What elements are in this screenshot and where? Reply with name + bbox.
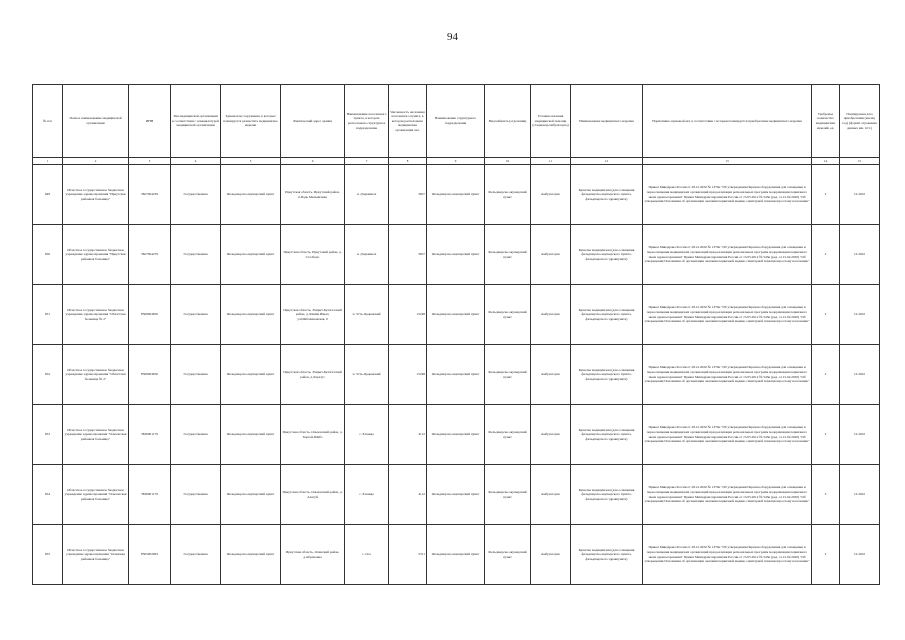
settlement-cell: п. Дзержинск — [345, 165, 389, 225]
building-cell: Фельдшерско-акушерский пункт — [221, 465, 281, 525]
conditions-cell: Амбулаторно — [531, 165, 571, 225]
table-row — [33, 405, 880, 465]
header-cell: Наименование структурного подразделения — [427, 85, 485, 158]
device-cell: Кушетка медицинская (для оснащения фельдшерско-акушерского пункта, фельдшерского здравпункта) — [571, 465, 643, 525]
purchase-date-cell: 12.2022 — [840, 525, 880, 585]
device-cell: Кушетка медицинская (для оснащения фельдшерско-акушерского пункта, фельдшерского здравпункта) — [571, 225, 643, 285]
population-cell: 4112 — [389, 405, 427, 465]
header-cell: Вид кабинета (отделения) — [485, 85, 531, 158]
row-number: 651 — [33, 285, 63, 345]
column-number: 2 — [63, 158, 129, 165]
address-cell: Иркутская область, Иркутский район, д. Столбово — [281, 225, 345, 285]
quantity-cell: 3 — [812, 465, 840, 525]
building-cell: Фельдшерско-акушерский пункт — [221, 285, 281, 345]
settlement-cell: п. Усть-Ордынский — [345, 345, 389, 405]
table-row — [33, 225, 880, 285]
device-cell: Кушетка медицинская (для оснащения фельдшерско-акушерского пункта, фельдшерского здравпункта) — [571, 525, 643, 585]
quantity-cell: 2 — [812, 285, 840, 345]
population-cell: 3657 — [389, 225, 427, 285]
quantity-cell: 2 — [812, 525, 840, 585]
org-name-cell: Областное государственное бюджетное учреждение здравоохранения "Осинская районная больница" — [63, 525, 129, 585]
settlement-cell: п. Усть-Ордынский — [345, 285, 389, 345]
equipment-table — [32, 84, 880, 585]
purchase-date-cell: 12.2022 — [840, 285, 880, 345]
settlement-cell: с. Оса — [345, 525, 389, 585]
legal-act-cell: Приказ Минздрава России от 28.12.2020 № 1379н "Об утверждении Перечня оборудования для оснащения и переоснащения медицинских организаций при реализации региональных программ модернизации первичного звена здравоохранения" Приказ Минздравсоцразвития России от 15.05.2012 № 543н (ред. от 21.02.2020) "Об утверждении Положения об организации оказания первичной медико-санитарной помощи взрослому населению" — [643, 165, 812, 225]
subdivision-cell: Фельдшерско-акушерский пункт — [427, 405, 485, 465]
row-number: 649 — [33, 165, 63, 225]
address-cell: Иркутская область, Осинский район, д.Абрамовка — [281, 525, 345, 585]
column-number: 9 — [427, 158, 485, 165]
population-cell: 5311 — [389, 525, 427, 585]
conditions-cell: Амбулаторно — [531, 525, 571, 585]
column-number: 1 — [33, 158, 63, 165]
purchase-date-cell: 12.2022 — [840, 465, 880, 525]
purchase-date-cell: 12.2022 — [840, 405, 880, 465]
conditions-cell: Амбулаторно — [531, 225, 571, 285]
device-cell: Кушетка медицинская (для оснащения фельдшерско-акушерского пункта, фельдшерского здравпункта) — [571, 405, 643, 465]
header-cell: Наименование населенного пункта, в котором расположено структурное подразделение — [345, 85, 389, 158]
header-cell: Наименование медицинского изделия — [571, 85, 643, 158]
org-name-cell: Областное государственное бюджетное учреждение здравоохранения "Областная больница № 2" — [63, 285, 129, 345]
cabinet-cell: Фельдшерско-акушерский пункт — [485, 405, 531, 465]
header-cell: Планируемая дата приобретения (месяц, год) (формат отражения данных мм. гггг.) — [840, 85, 880, 158]
column-number: 3 — [129, 158, 171, 165]
building-cell: Фельдшерско-акушерский пункт — [221, 165, 281, 225]
legal-act-cell: Приказ Минздрава России от 28.12.2020 № 1379н "Об утверждении Перечня оборудования для оснащения и переоснащения медицинских организаций при реализации региональных программ модернизации первичного звена здравоохранения" Приказ Минздравсоцразвития России от 15.05.2012 № 543н (ред. от 21.02.2020) "Об утверждении Положения об организации оказания первичной медико-санитарной помощи взрослому населению" — [643, 525, 812, 585]
population-cell: 15248 — [389, 285, 427, 345]
legal-act-cell: Приказ Минздрава России от 28.12.2020 № 1379н "Об утверждении Перечня оборудования для оснащения и переоснащения медицинских организаций при реализации региональных программ модернизации первичного звена здравоохранения" Приказ Минздравсоцразвития России от 15.05.2012 № 543н (ред. от 21.02.2020) "Об утверждении Положения об организации оказания первичной медико-санитарной помощи взрослому населению" — [643, 285, 812, 345]
device-cell: Кушетка медицинская (для оснащения фельдшерско-акушерского пункта, фельдшерского здравпункта) — [571, 285, 643, 345]
legal-act-cell: Приказ Минздрава России от 28.12.2020 № 1379н "Об утверждении Перечня оборудования для оснащения и переоснащения медицинских организаций при реализации региональных программ модернизации первичного звена здравоохранения" Приказ Минздравсоцразвития России от 15.05.2012 № 543н (ред. от 21.02.2020) "Об утверждении Положения об организации оказания первичной медико-санитарной помощи взрослому населению" — [643, 345, 812, 405]
header-cell: Условия оказания медицинской помощи (стационар/амбулаторно) — [531, 85, 571, 158]
inn-cell: 8506004650 — [129, 285, 171, 345]
org-type-cell: Государственная — [171, 345, 221, 405]
row-number: 650 — [33, 225, 63, 285]
legal-act-cell: Приказ Минздрава России от 28.12.2020 № 1379н "Об утверждении Перечня оборудования для оснащения и переоснащения медицинских организаций при реализации региональных программ модернизации первичного звена здравоохранения" Приказ Минздравсоцразвития России от 15.05.2012 № 543н (ред. от 21.02.2020) "Об утверждении Положения об организации оказания первичной медико-санитарной помощи взрослому населению" — [643, 405, 812, 465]
address-cell: Иркутская область, Ольхонский район, д. Алагуй — [281, 465, 345, 525]
org-type-cell: Государственная — [171, 405, 221, 465]
address-cell: Иркутская область, Ольхонский район, д. Хоргой-Шибэ — [281, 405, 345, 465]
table-row — [33, 525, 880, 585]
inn-cell: 3827004279 — [129, 225, 171, 285]
population-cell: 3657 — [389, 165, 427, 225]
subdivision-cell: Фельдшерско-акушерский пункт — [427, 525, 485, 585]
address-cell: Иркутская область, Эхирит-Булагатский район, д.Харазут — [281, 345, 345, 405]
legal-act-cell: Приказ Минздрава России от 28.12.2020 № 1379н "Об утверждении Перечня оборудования для оснащения и переоснащения медицинских организаций при реализации региональных программ модернизации первичного звена здравоохранения" Приказ Минздравсоцразвития России от 15.05.2012 № 543н (ред. от 21.02.2020) "Об утверждении Положения об организации оказания первичной медико-санитарной помощи взрослому населению" — [643, 465, 812, 525]
cabinet-cell: Фельдшерско-акушерский пункт — [485, 165, 531, 225]
row-number: 654 — [33, 465, 63, 525]
purchase-date-cell: 12.2022 — [840, 165, 880, 225]
column-number: 6 — [281, 158, 345, 165]
cabinet-cell: Фельдшерско-акушерский пункт — [485, 345, 531, 405]
org-name-cell: Областное государственное бюджетное учреждение здравоохранения "Ольхонская районная больница" — [63, 465, 129, 525]
header-cell: Фактический адрес здания — [281, 85, 345, 158]
header-cell: Нормативно-правовой акт, в соответствии с которым планируется приобретение медицинского изделия — [643, 85, 812, 158]
inn-cell: 3836001179 — [129, 465, 171, 525]
settlement-cell: с. Еланцы — [345, 405, 389, 465]
column-number: 8 — [389, 158, 427, 165]
building-cell: Фельдшерско-акушерский пункт — [221, 225, 281, 285]
subdivision-cell: Фельдшерско-акушерский пункт — [427, 345, 485, 405]
org-name-cell: Областное государственное бюджетное учреждение здравоохранения "Иркутская районная больница" — [63, 225, 129, 285]
building-cell: Фельдшерско-акушерский пункт — [221, 405, 281, 465]
header-row — [33, 85, 880, 158]
org-type-cell: Государственная — [171, 525, 221, 585]
org-type-cell: Государственная — [171, 225, 221, 285]
cabinet-cell: Фельдшерско-акушерский пункт — [485, 465, 531, 525]
conditions-cell: Амбулаторно — [531, 345, 571, 405]
address-cell: Иркутская область, Иркутский район, п.Падь Мельничная — [281, 165, 345, 225]
conditions-cell: Амбулаторно — [531, 465, 571, 525]
column-number: 15 — [840, 158, 880, 165]
device-cell: Кушетка медицинская (для оснащения фельдшерско-акушерского пункта, фельдшерского здравпункта) — [571, 345, 643, 405]
table-header — [33, 85, 880, 165]
inn-cell: 3827004239 — [129, 165, 171, 225]
row-number: 655 — [33, 525, 63, 585]
quantity-cell: 2 — [812, 225, 840, 285]
column-number: 10 — [485, 158, 531, 165]
cabinet-cell: Фельдшерско-акушерский пункт — [485, 525, 531, 585]
device-cell: Кушетка медицинская (для оснащения фельдшерско-акушерского пункта, фельдшерского здравпункта) — [571, 165, 643, 225]
header-cell: Требуемое количество медицинских изделий, ед. — [812, 85, 840, 158]
table-body — [33, 165, 880, 585]
column-number: 5 — [221, 158, 281, 165]
population-cell: 15248 — [389, 345, 427, 405]
column-number: 13 — [643, 158, 812, 165]
column-number: 14 — [812, 158, 840, 165]
conditions-cell: Амбулаторно — [531, 285, 571, 345]
inn-cell: 3836001179 — [129, 405, 171, 465]
subdivision-cell: Фельдшерско-акушерский пункт — [427, 165, 485, 225]
header-cell: ИНН — [129, 85, 171, 158]
table-row — [33, 465, 880, 525]
header-cell: Тип медицинской организации в соответствии с номенклатурой медицинской организации — [171, 85, 221, 158]
purchase-date-cell: 12.2022 — [840, 345, 880, 405]
column-number: 11 — [531, 158, 571, 165]
row-number: 652 — [33, 345, 63, 405]
header-cell: Здания или сооружения, в которых планируется разместить медицинское изделие — [221, 85, 281, 158]
inn-cell: 8506004650 — [129, 345, 171, 405]
quantity-cell: 2 — [812, 345, 840, 405]
building-cell: Фельдшерско-акушерский пункт — [221, 345, 281, 405]
table-row — [33, 345, 880, 405]
header-cell: Численность населения населенного пункта, в котором расположено медицинская организация чел. — [389, 85, 427, 158]
column-number: 7 — [345, 158, 389, 165]
conditions-cell: Амбулаторно — [531, 405, 571, 465]
building-cell: Фельдшерско-акушерский пункт — [221, 525, 281, 585]
subdivision-cell: Фельдшерско-акушерский пункт — [427, 285, 485, 345]
inn-cell: 8505002903 — [129, 525, 171, 585]
subdivision-cell: Фельдшерско-акушерский пункт — [427, 465, 485, 525]
page-number: 94 — [447, 31, 458, 43]
column-number-row — [33, 158, 880, 165]
org-name-cell: Областное государственное бюджетное учреждение здравоохранения "Ольхонская районная больница" — [63, 405, 129, 465]
cabinet-cell: Фельдшерско-акушерский пункт — [485, 285, 531, 345]
address-cell: Иркутская область, Эхирит-Булагатский район, д. Кимня Имыл, ул.Шабалиновская, 9 — [281, 285, 345, 345]
subdivision-cell: Фельдшерско-акушерский пункт — [427, 225, 485, 285]
quantity-cell: 2 — [812, 165, 840, 225]
settlement-cell: п. Дзержинск — [345, 225, 389, 285]
purchase-date-cell: 12.2022 — [840, 225, 880, 285]
org-type-cell: Государственная — [171, 465, 221, 525]
row-number: 653 — [33, 405, 63, 465]
header-cell: № п/п — [33, 85, 63, 158]
org-type-cell: Государственная — [171, 165, 221, 225]
column-number: 4 — [171, 158, 221, 165]
org-name-cell: Областное государственное бюджетное учреждение здравоохранения "Областная больница № 2" — [63, 345, 129, 405]
header-cell: Полное наименование медицинской организации — [63, 85, 129, 158]
legal-act-cell: Приказ Минздрава России от 28.12.2020 № 1379н "Об утверждении Перечня оборудования для оснащения и переоснащения медицинских организаций при реализации региональных программ модернизации первичного звена здравоохранения" Приказ Минздравсоцразвития России от 15.05.2012 № 543н (ред. от 21.02.2020) "Об утверждении Положения об организации оказания первичной медико-санитарной помощи взрослому населению" — [643, 225, 812, 285]
table-row — [33, 165, 880, 225]
settlement-cell: с. Еланцы — [345, 465, 389, 525]
cabinet-cell: Фельдшерско-акушерский пункт — [485, 225, 531, 285]
column-number: 12 — [571, 158, 643, 165]
org-name-cell: Областное государственное бюджетное учреждение здравоохранения "Иркутская районная больница" — [63, 165, 129, 225]
quantity-cell: 2 — [812, 405, 840, 465]
org-type-cell: Государственная — [171, 285, 221, 345]
table-row — [33, 285, 880, 345]
population-cell: 4112 — [389, 465, 427, 525]
